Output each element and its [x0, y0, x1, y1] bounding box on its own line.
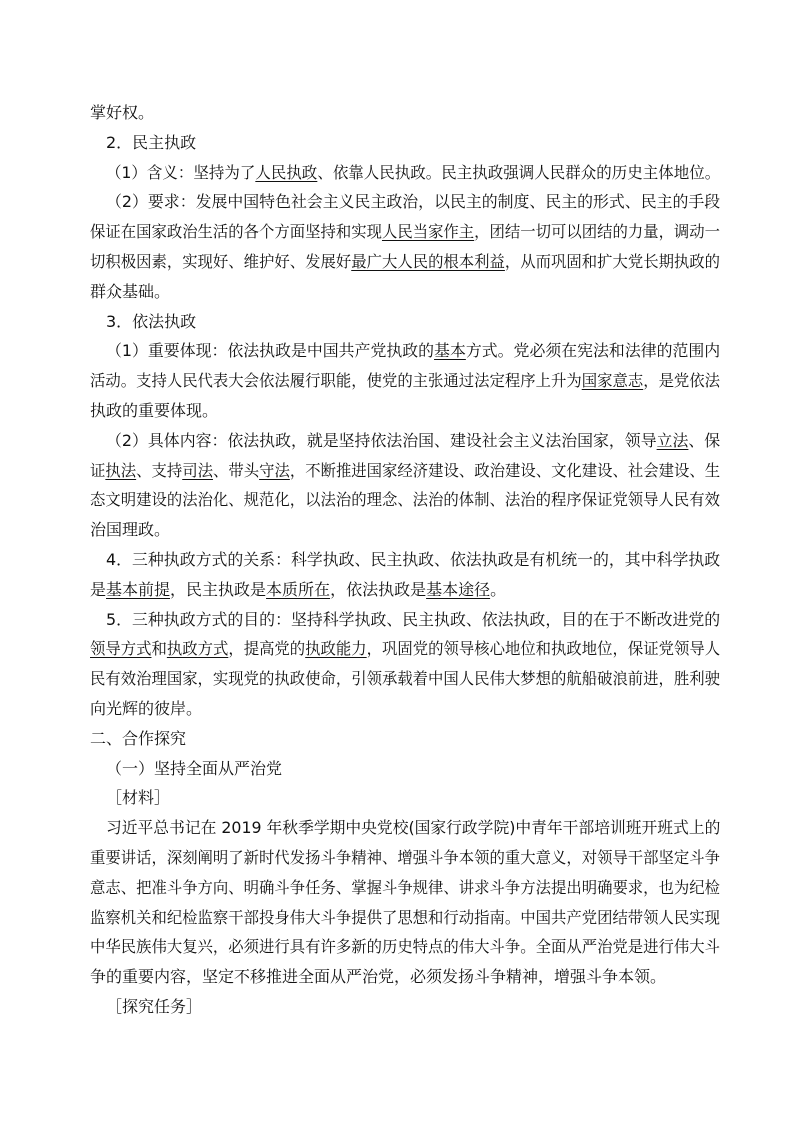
text-line — [90, 908, 720, 928]
text-run: 二、合作探究 — [90, 729, 187, 748]
text-line — [90, 937, 720, 957]
text-line — [106, 133, 196, 153]
text-run: 重要讲话，深刻阐明了新时代发扬斗争精神、增强斗争本领的重大意义，对领导干部坚定斗争 — [90, 848, 721, 867]
text-run: 、支持 — [136, 461, 183, 480]
text-run: 3．依法执政 — [106, 312, 197, 331]
text-run: 争的重要内容，坚定不移推进全面从严治党，必须发扬斗争精神，增强斗争本领。 — [90, 967, 667, 986]
text-line — [90, 699, 202, 719]
text-run: 方式。党必须在宪法和法律的范围内 — [465, 341, 721, 360]
text-line — [106, 341, 720, 361]
text-run: （一）坚持全面从严治党 — [106, 759, 283, 778]
text-line — [90, 580, 506, 600]
text-run: 、带头 — [212, 461, 260, 480]
text-run: 民有效治理国家，实现党的执政使命，引领承载着中国人民伟大梦想的航船破浪前进，胜利驶 — [90, 669, 721, 688]
text-run: 态文明建设的法治化、规范化，以法治的理念、法治的体制、法治的程序保证党领导人民有效 — [90, 490, 721, 509]
text-line — [90, 878, 720, 898]
text-line — [90, 103, 154, 123]
text-line — [90, 282, 170, 302]
text-line — [106, 192, 720, 212]
text-line — [106, 818, 720, 838]
text-line — [106, 550, 720, 570]
text-line — [106, 610, 720, 630]
text-line — [106, 997, 202, 1017]
underlined-keyword: 本质所在 — [266, 580, 331, 599]
text-line — [90, 967, 666, 987]
text-run: ，从而巩固和扩大党长期执政的 — [504, 252, 721, 271]
text-line — [90, 729, 186, 749]
text-line — [106, 431, 720, 451]
text-run: 活动。支持人民代表大会依法履行职能，使党的主张通过法定程序上升为 — [90, 371, 582, 390]
text-run: 向光辉的彼岸。 — [90, 699, 203, 718]
text-run: （2）具体内容：依法执政，就是坚持依法治国、建设社会主义法治国家，领导 — [106, 431, 657, 450]
underlined-keyword: 基本 — [434, 341, 466, 360]
underlined-keyword: 基本途径 — [426, 580, 491, 599]
text-run: 。 — [490, 580, 507, 599]
text-run: 4．三种执政方式的关系：科学执政、民主执政、依法执政是有机统一的，其中科学执政 — [106, 550, 721, 569]
text-run: 中华民族伟大复兴，必须进行具有许多新的历史特点的伟大斗争。全面从严治党是进行伟大斗 — [90, 937, 721, 956]
text-run: ［材料］ — [106, 788, 171, 807]
text-run: 、保 — [688, 431, 721, 450]
text-line — [90, 490, 720, 510]
underlined-keyword: 基本前提 — [106, 580, 171, 599]
text-run: 意志、把准斗争方向、明确斗争任务、掌握斗争规律、讲求斗争方法提出明确要求，也为纪检 — [90, 878, 721, 897]
underlined-keyword: 司法 — [182, 461, 213, 480]
underlined-keyword: 人民执政 — [255, 163, 318, 182]
text-run: ，不断推进国家经济建设、政治建设、文化建设、社会建设、生 — [289, 461, 721, 480]
text-line — [90, 669, 720, 689]
text-run: ［探究任务］ — [106, 997, 203, 1016]
underlined-keyword: 执法 — [105, 461, 137, 480]
text-run: 治国理政。 — [90, 520, 171, 539]
underlined-keyword: 守法 — [259, 461, 290, 480]
text-run: 切积极因素，实现好、维护好、发展好 — [90, 252, 352, 271]
text-run: 2．民主执政 — [106, 133, 197, 152]
text-line — [90, 401, 218, 421]
text-run: 、依靠人民执政。民主执政强调人民群众的历史主体地位。 — [317, 163, 721, 182]
text-run: 证 — [90, 461, 106, 480]
text-line — [90, 252, 720, 272]
text-line — [90, 639, 720, 659]
text-line — [90, 520, 170, 540]
text-line — [106, 788, 170, 808]
text-line — [90, 848, 720, 868]
text-run: ，团结一切可以团结的力量，调动一 — [474, 222, 721, 241]
text-run: 是 — [90, 580, 107, 599]
text-run: 执政的重要体现。 — [90, 401, 219, 420]
text-run: ，提高党的 — [228, 639, 306, 658]
text-line — [90, 461, 720, 481]
underlined-keyword: 领导方式 — [90, 639, 152, 658]
text-run: 掌好权。 — [90, 103, 155, 122]
text-line — [90, 371, 720, 391]
text-line — [106, 759, 282, 779]
text-run: 保证在国家政治生活的各个方面坚持和实现 — [90, 222, 382, 241]
text-run: 群众基础。 — [90, 282, 171, 301]
text-run: 5．三种执政方式的目的：坚持科学执政、民主执政、依法执政，目的在于不断改进党的 — [106, 610, 721, 629]
underlined-keyword: 执政能力 — [305, 639, 367, 658]
text-run: 和 — [151, 639, 167, 658]
text-run: ，依法执政是 — [330, 580, 427, 599]
underlined-keyword: 人民当家作主 — [381, 222, 475, 241]
text-run: （2）要求：发展中国特色社会主义民主政治，以民主的制度、民主的形式、民主的手段 — [106, 192, 721, 211]
underlined-keyword: 最广大人民的根本利益 — [351, 252, 505, 271]
text-run: 监察机关和纪检监察干部投身伟大斗争提供了思想和行动指南。中国共产党团结带领人民实现 — [90, 908, 721, 927]
text-line — [90, 222, 720, 242]
text-run: （1）含义：坚持为了 — [106, 163, 256, 182]
text-run: 习近平总书记在 2019 年秋季学期中央党校(国家行政学院)中青年干部培训班开班式上的 — [106, 818, 721, 837]
text-run: （1）重要体现：依法执政是中国共产党执政的 — [106, 341, 435, 360]
text-run: ，民主执政是 — [170, 580, 267, 599]
underlined-keyword: 立法 — [656, 431, 689, 450]
text-line — [106, 312, 196, 332]
underlined-keyword: 国家意志 — [581, 371, 644, 390]
text-line — [106, 163, 720, 183]
text-run: ，巩固党的领导核心地位和执政地位，保证党领导人 — [366, 639, 721, 658]
underlined-keyword: 执政方式 — [166, 639, 229, 658]
text-run: ，是党依法 — [643, 371, 721, 390]
